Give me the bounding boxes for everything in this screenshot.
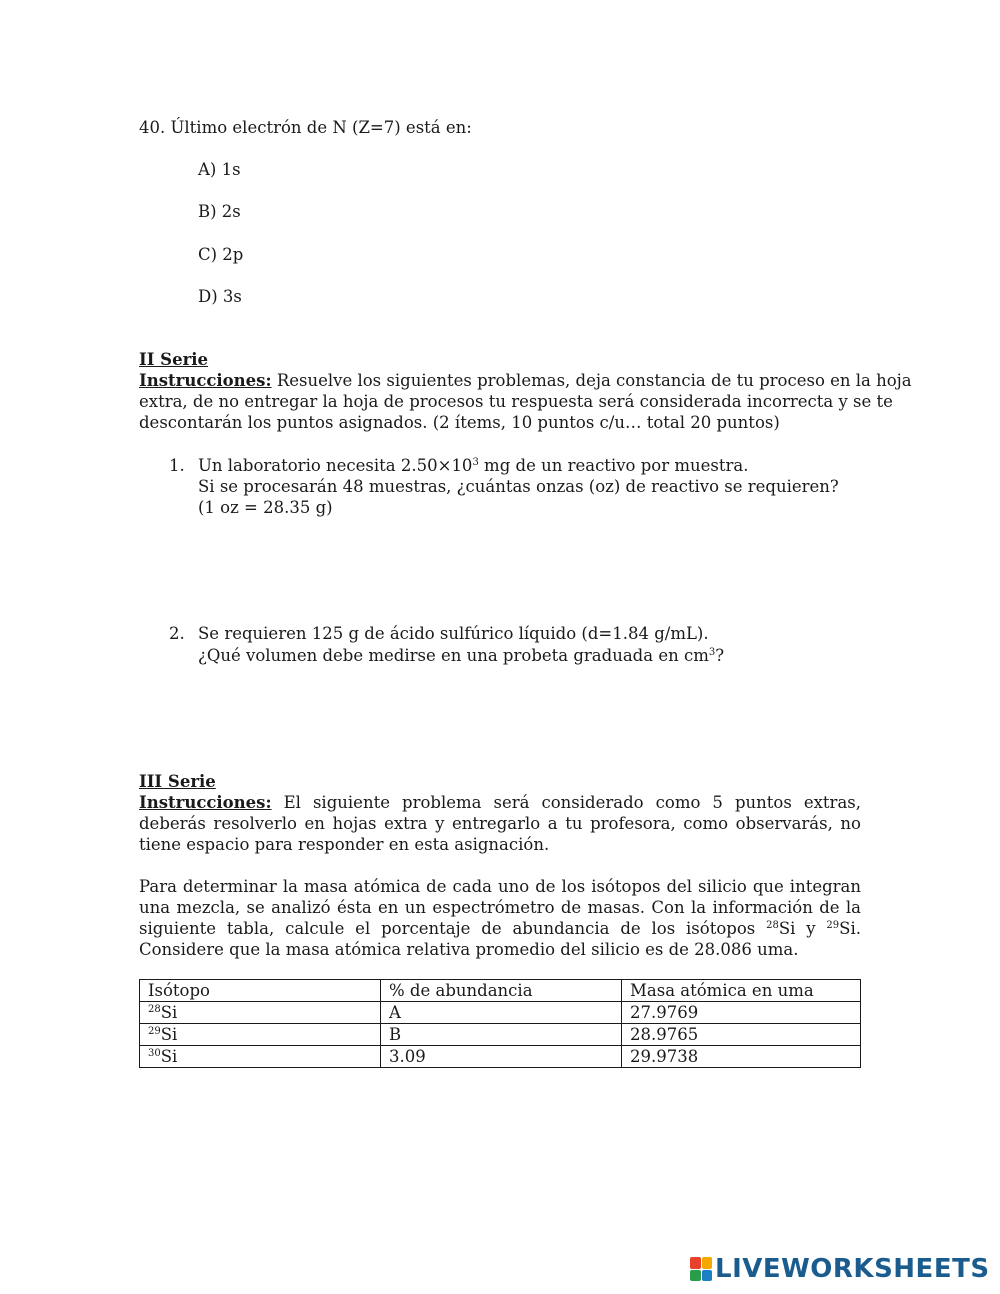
- table-header-row: [140, 980, 861, 1002]
- serie3-instructions: Instrucciones: El siguiente problema será considerado como 5 puntos extras, deberás resolverlo en hojas extra y entregarlo a tu profesora, como observarás, no tiene espacio para responder en esta asignación.: [139, 793, 861, 854]
- option-b: B) 2s: [198, 202, 241, 221]
- mass-cell: 27.9769: [622, 1002, 861, 1024]
- isotope-cell: $^{30}$Si: [140, 1046, 381, 1068]
- header-isotope: Isótopo: [140, 980, 381, 1002]
- question-40-stem: 40. Último electrón de N (Z=7) está en:: [139, 118, 472, 137]
- mass-cell: 29.9738: [622, 1046, 861, 1068]
- table-row: [140, 1024, 861, 1046]
- instructions-label: Instrucciones:: [139, 371, 272, 390]
- liveworksheets-logo: [690, 1252, 990, 1286]
- serie2-instructions-line1: Instrucciones: Resuelve los siguientes problemas, deja constancia de tu proceso en la hoja: [139, 371, 912, 390]
- problem-2-number: 2.: [169, 624, 185, 643]
- isotope-table: [139, 979, 861, 1068]
- problem-1-line1: Un laboratorio necesita $2.50\times 10^3$ mg de un reactivo por muestra.: [198, 456, 749, 475]
- header-abundance: % de abundancia: [381, 980, 622, 1002]
- instructions-label: Instrucciones:: [139, 793, 272, 812]
- serie3-problem-text: Para determinar la masa atómica de cada uno de los isótopos del silicio que integran una mezcla, se analizó ésta en un espectrómetro de masas. Con la información de la siguiente tabla, calcule el porcentaje de abundancia de los isótopos $^{28}$Si y $^{29}$Si. Considere que la masa atómica relativa promedio del silicio es de 28.086 uma.: [139, 877, 861, 959]
- table-row: [140, 1002, 861, 1024]
- serie3-heading: III Serie: [139, 772, 216, 791]
- abundance-cell: 3.09: [381, 1046, 622, 1068]
- serie2-instructions-line2: extra, de no entregar la hoja de procesos tu respuesta será considerada incorrecta y se te: [139, 392, 893, 411]
- logo-icon: [690, 1257, 712, 1281]
- abundance-cell: B: [381, 1024, 622, 1046]
- serie2-instructions-line3: descontarán los puntos asignados. (2 ítems, 10 puntos c/u… total 20 puntos): [139, 413, 780, 432]
- option-c: C) 2p: [198, 245, 244, 264]
- logo-text: LIVEWORKSHEETS: [715, 1253, 990, 1284]
- table-row: [140, 1046, 861, 1068]
- mass-cell: 28.9765: [622, 1024, 861, 1046]
- option-a: A) 1s: [198, 160, 241, 179]
- problem-1-line2: Si se procesarán 48 muestras, ¿cuántas onzas (oz) de reactivo se requieren?: [198, 477, 839, 496]
- option-d: D) 3s: [198, 287, 242, 306]
- problem-1-line3: (1 oz = 28.35 g): [198, 498, 333, 517]
- isotope-cell: $^{28}$Si: [140, 1002, 381, 1024]
- problem-1-number: 1.: [169, 456, 185, 475]
- problem-2-line1: Se requieren 125 g de ácido sulfúrico líquido (d=1.84 g/mL).: [198, 624, 709, 643]
- abundance-cell: A: [381, 1002, 622, 1024]
- problem-2-line2: ¿Qué volumen debe medirse en una probeta graduada en $cm^3$?: [198, 646, 725, 665]
- isotope-cell: $^{29}$Si: [140, 1024, 381, 1046]
- serie2-heading: II Serie: [139, 350, 209, 369]
- header-mass: Masa atómica en uma: [622, 980, 861, 1002]
